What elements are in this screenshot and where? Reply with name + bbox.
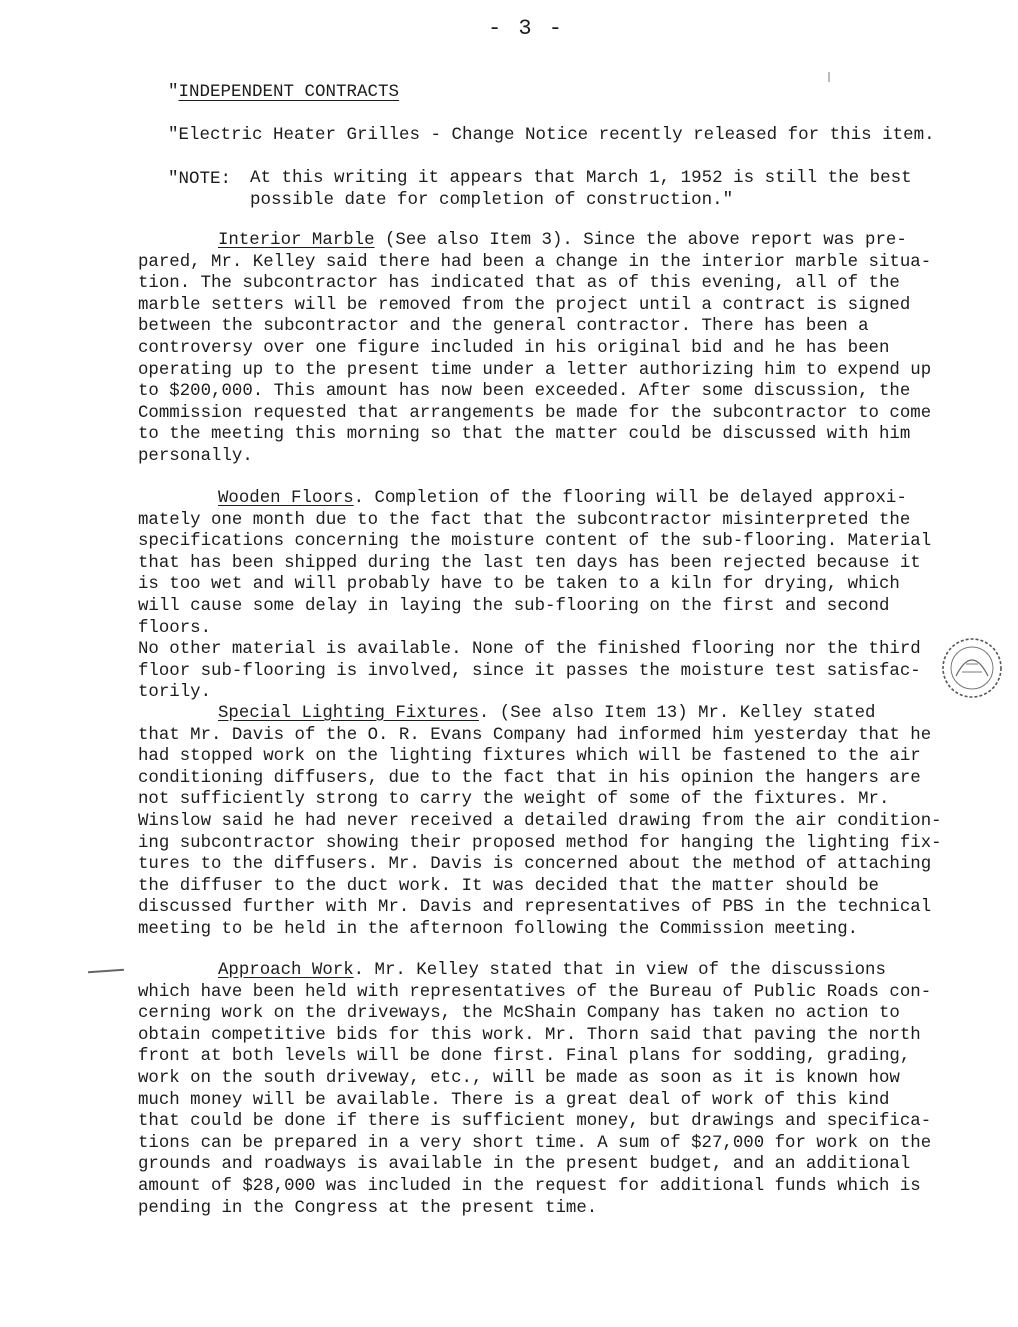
paragraph-title: Wooden Floors	[218, 489, 354, 508]
paragraph-body: . (See also Item 13) Mr. Kelley stated that Mr. Davis of the O. R. Evans Company had informed him yesterday that he had stopped work on the lighting fixtures which will be fastened to the air conditioning diffusers, due to the fact that in his opinion the hangers are not sufficiently strong to carry the weight of some of the fixtures. Mr. Winslow said he had never received a detailed drawing from the air condition- ing subcontractor showing their proposed method for hanging the lighting fix- tures to the diffusers. Mr. Davis is concerned about the method of attaching the diffuser to the duct work. It was decided that the matter should be discussed further with Mr. Davis and representatives of PBS in the technical meeting to be held in the afternoon following the Commission meeting.	[138, 704, 942, 939]
stamp-seal-icon	[940, 636, 1004, 700]
note-label: "NOTE:	[168, 169, 232, 189]
paragraph-title: Special Lighting Fixtures	[218, 704, 479, 723]
note-line-2: possible date for completion of construction."	[250, 189, 734, 210]
heater-grilles-line: "Electric Heater Grilles - Change Notice recently released for this item.	[168, 125, 935, 145]
heading-quote: "	[168, 82, 179, 102]
paragraph-title: Approach Work	[218, 961, 354, 980]
section-heading	[168, 81, 399, 103]
margin-mark	[828, 72, 830, 82]
paragraph-interior-marble	[138, 230, 944, 468]
library-stamp	[940, 636, 1004, 700]
heading-title: INDEPENDENT CONTRACTS	[178, 82, 400, 102]
paragraph-special-lighting	[138, 703, 944, 941]
paragraph-approach-work	[138, 960, 944, 1219]
paragraph-wooden-floors	[138, 488, 944, 704]
paragraph-title: Interior Marble	[218, 231, 375, 250]
paragraph-body: . Mr. Kelley stated that in view of the discussions which have been held with representatives of the Bureau of Public Roads con- cerning work on the driveways, the McShain Company has taken no action to obtain competitive bids for this work. Mr. Thorn said that paving the north front at both levels will be done first. Final plans for sodding, grading, work on the south driveway, etc., will be made as soon as it is known how much money will be available. There is a great deal of work of this kind that could be done if there is sufficient money, but drawings and specifica- tions can be prepared in a very short time. A sum of $27,000 for work on the grounds and roadways is available in the present budget, and an additional amount of $28,000 was included in the request for additional funds which is pending in the Congress at the present time.	[138, 961, 932, 1218]
paragraph-body: (See also Item 3). Since the above report was pre- pared, Mr. Kelley said there had been a change in the interior marble situa- tion. The subcontractor has indicated that as of this evening, all of the marble setters will be removed from the project until a contract is signed between the subcontractor and the general contractor. There has been a controversy over one figure included in his original bid and he has been operating up to the present time under a letter authorizing him to expend up to $200,000. This amount has now been exceeded. After some discussion, the Commission requested that arrangements be made for the subcontractor to come to the meeting this morning so that the matter could be discussed with him personally.	[138, 231, 932, 466]
note-line-1: At this writing it appears that March 1, 1952 is still the best	[250, 168, 912, 188]
note-body	[250, 168, 912, 211]
page-number: - 3 -	[488, 16, 565, 41]
margin-pencil-mark	[88, 969, 124, 974]
paragraph-body: . Completion of the flooring will be delayed approxi- mately one month due to the fact that the subcontractor misinterpreted the specifications concerning the moisture content of the sub-flooring. Material that has been shipped during the last ten days has been rejected because it is too wet and will probably have to be taken to a kiln for drying, which will cause some delay in laying the sub-flooring on the first and second floors. No other material is available. None of the finished flooring nor the third floor sub-flooring is involved, since it passes the moisture test satisfac- torily.	[138, 489, 932, 703]
